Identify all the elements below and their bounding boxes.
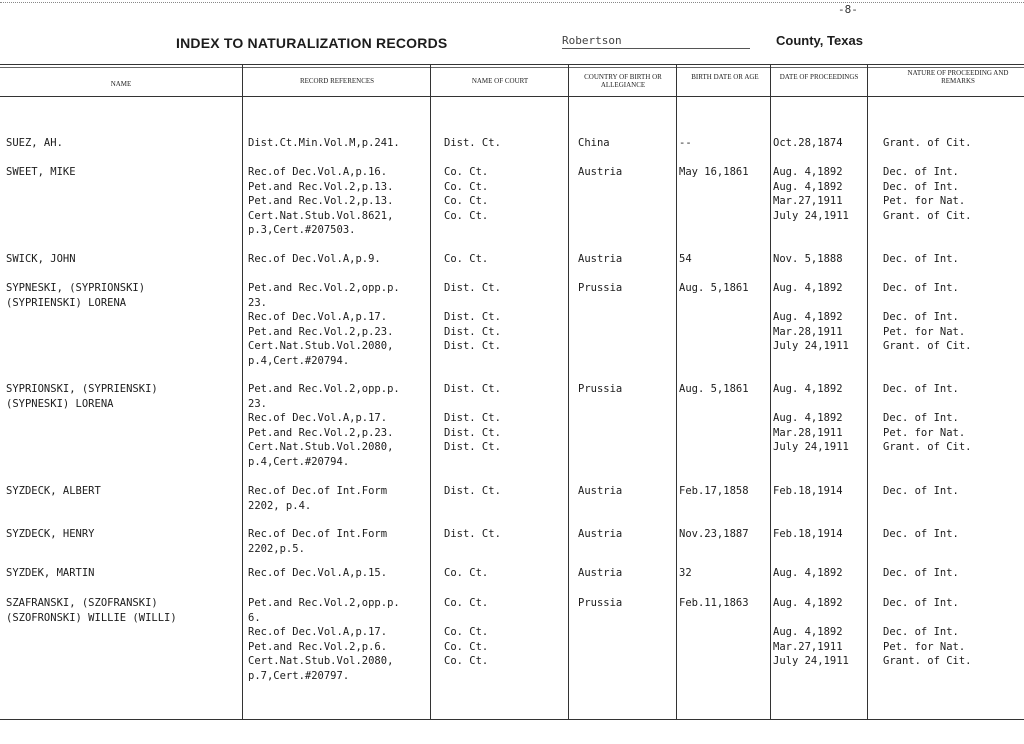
court-name-line: Co. Ct. — [444, 655, 489, 668]
proceeding-nature-line: Grant. of Cit. — [883, 137, 972, 149]
applicant-name-line: (SZOFRONSKI) WILLIE (WILLI) — [6, 611, 177, 624]
proceeding-date-line: Mar.28,1911 — [773, 426, 843, 439]
record-reference-line: 23. — [248, 296, 267, 309]
proceeding-nature-line — [883, 611, 972, 626]
record-reference-line: Rec.of Dec.Vol.A,p.17. — [248, 311, 388, 324]
court-name — [444, 382, 501, 455]
proceeding-date-line — [773, 296, 849, 311]
country-of-birth — [578, 252, 622, 267]
record-reference-line: Rec.of Dec.of Int.Form — [248, 528, 388, 540]
proceeding-nature-line: Grant. of Cit. — [883, 441, 972, 454]
proceeding-nature-line: Grant. of Cit. — [883, 655, 972, 668]
record-reference — [248, 596, 400, 684]
proceeding-nature — [883, 252, 959, 267]
record-reference — [248, 527, 387, 556]
court-name-line: Dist. Ct. — [444, 340, 501, 353]
record-reference-line: Pet.and Rec.Vol.2,opp.p. — [248, 383, 400, 395]
applicant-name — [6, 527, 95, 542]
proceeding-nature — [883, 484, 959, 499]
proceeding-nature-line: Dec. of Int. — [883, 383, 959, 395]
proceeding-date-line: Oct.28,1874 — [773, 137, 843, 149]
record-reference-line: Pet.and Rec.Vol.2,p.13. — [248, 195, 394, 208]
proceeding-date-line: Aug. 4,1892 — [773, 166, 843, 178]
country-of-birth — [578, 566, 622, 581]
proceeding-date-line: Nov. 5,1888 — [773, 253, 843, 265]
applicant-name-line: SYPRIONSKI, (SYPRIENSKI) — [6, 383, 158, 395]
applicant-name-line: SWICK, JOHN — [6, 253, 76, 265]
proceeding-nature-line: Dec. of Int. — [883, 282, 959, 294]
proceeding-date-line — [773, 611, 849, 626]
court-name-line: Dist. Ct. — [444, 441, 501, 454]
court-name-line: Dist. Ct. — [444, 311, 501, 324]
proceeding-date-line: Aug. 4,1892 — [773, 383, 843, 395]
proceeding-nature-line: Pet. for Nat. — [883, 195, 966, 208]
top-edge-line — [0, 2, 1024, 3]
birth-date-line: -- — [679, 137, 692, 149]
proceeding-date — [773, 382, 849, 455]
record-reference-line: p.3,Cert.#207503. — [248, 224, 356, 237]
proceeding-date — [773, 252, 843, 267]
column-header-court: NAME OF COURT — [471, 77, 529, 85]
proceeding-nature-line: Pet. for Nat. — [883, 640, 966, 653]
court-name-line — [444, 611, 488, 626]
proceeding-date-line: Aug. 4,1892 — [773, 412, 843, 425]
column-header-birth-date: BIRTH DATE OR AGE — [691, 73, 759, 81]
applicant-name — [6, 281, 145, 310]
record-reference — [248, 484, 387, 513]
proceeding-nature-line: Pet. for Nat. — [883, 426, 966, 439]
record-reference-line: Rec.of Dec.Vol.A,p.9. — [248, 253, 381, 265]
court-name — [444, 281, 501, 354]
column-divider — [242, 64, 243, 720]
record-reference-line: Cert.Nat.Stub.Vol.2080, — [248, 655, 394, 668]
record-reference-line: Cert.Nat.Stub.Vol.8621, — [248, 209, 394, 222]
header-bottom-rule — [0, 96, 1024, 97]
country-of-birth-line: Prussia — [578, 597, 623, 609]
proceeding-date-line: July 24,1911 — [773, 340, 849, 353]
record-reference-line: Pet.and Rec.Vol.2,opp.p. — [248, 282, 400, 294]
country-of-birth-line: Prussia — [578, 383, 623, 395]
proceeding-date — [773, 136, 843, 151]
birth-date — [679, 281, 749, 296]
court-name-line: Dist. Ct. — [444, 383, 501, 395]
record-reference-line: 2202, p.4. — [248, 499, 312, 512]
proceeding-nature-line: Dec. of Int. — [883, 528, 959, 540]
country-of-birth — [578, 136, 610, 151]
record-reference-line: Pet.and Rec.Vol.2,opp.p. — [248, 597, 400, 609]
proceeding-date-line: Aug. 4,1892 — [773, 597, 843, 609]
proceeding-nature — [883, 527, 959, 542]
court-name-line: Dist. Ct. — [444, 325, 501, 338]
court-name-line: Co. Ct. — [444, 180, 489, 193]
proceeding-nature — [883, 382, 972, 455]
proceeding-nature-line: Dec. of Int. — [883, 166, 959, 178]
record-reference-line: Rec.of Dec.Vol.A,p.17. — [248, 626, 388, 639]
column-divider — [770, 64, 771, 720]
record-reference-line: Rec.of Dec.Vol.A,p.15. — [248, 567, 388, 579]
applicant-name-line: (SYPNESKI) LORENA — [6, 397, 114, 410]
column-divider — [867, 64, 868, 720]
proceeding-date-line: Mar.28,1911 — [773, 325, 843, 338]
record-reference — [248, 252, 381, 267]
applicant-name — [6, 484, 101, 499]
applicant-name — [6, 136, 63, 151]
column-divider — [430, 64, 431, 720]
country-of-birth-line: Austria — [578, 166, 623, 178]
court-name-line — [444, 296, 501, 311]
record-reference-line: 6. — [248, 611, 261, 624]
record-reference-line: Pet.and Rec.Vol.2,p.13. — [248, 180, 394, 193]
applicant-name-line: (SYPRIENSKI) LORENA — [6, 296, 127, 309]
applicant-name-line: SUEZ, AH. — [6, 137, 63, 149]
column-header-nature-of-proceeding: NATURE OF PROCEEDING AND REMARKS — [907, 69, 1009, 85]
record-reference-line: 23. — [248, 397, 267, 410]
birth-date — [679, 165, 749, 180]
birth-date — [679, 484, 749, 499]
proceeding-nature — [883, 136, 972, 151]
applicant-name — [6, 252, 76, 267]
record-reference-line: Cert.Nat.Stub.Vol.2080, — [248, 441, 394, 454]
document-title: INDEX TO NATURALIZATION RECORDS — [176, 35, 448, 51]
applicant-name-line: SYPNESKI, (SYPRIONSKI) — [6, 282, 146, 294]
court-name — [444, 136, 501, 151]
country-of-birth-line: China — [578, 137, 610, 149]
proceeding-date-line: Feb.18,1914 — [773, 528, 843, 540]
record-reference-line: Dist.Ct.Min.Vol.M,p.241. — [248, 137, 400, 149]
proceeding-date — [773, 527, 843, 542]
record-reference — [248, 281, 400, 369]
proceeding-nature-line: Pet. for Nat. — [883, 325, 966, 338]
applicant-name — [6, 566, 95, 581]
court-name — [444, 596, 488, 669]
country-of-birth-line: Austria — [578, 567, 623, 579]
applicant-name-line: SYZDEK, MARTIN — [6, 567, 95, 579]
birth-date-line: Aug. 5,1861 — [679, 282, 749, 294]
court-name — [444, 252, 488, 267]
record-reference-line: p.4,Cert.#20794. — [248, 455, 350, 468]
birth-date — [679, 382, 749, 397]
proceeding-nature-line: Dec. of Int. — [883, 597, 959, 609]
country-of-birth-line: Austria — [578, 253, 623, 265]
proceeding-date-line: Aug. 4,1892 — [773, 626, 843, 639]
court-name — [444, 566, 488, 581]
proceeding-date-line: July 24,1911 — [773, 441, 849, 454]
proceeding-nature-line — [883, 397, 972, 412]
birth-date-line: Feb.11,1863 — [679, 597, 749, 609]
record-reference — [248, 136, 400, 151]
record-reference-line: Pet.and Rec.Vol.2,p.23. — [248, 426, 394, 439]
table-top-rule-inner — [0, 67, 1024, 68]
proceeding-date-line: July 24,1911 — [773, 209, 849, 222]
county-label: County, Texas — [776, 33, 863, 48]
proceeding-date — [773, 281, 849, 354]
court-name-line: Co. Ct. — [444, 166, 489, 178]
column-header-country: COUNTRY OF BIRTH OR ALLEGIANCE — [584, 73, 662, 89]
proceeding-date — [773, 566, 843, 581]
page-number: -8- — [838, 3, 858, 16]
proceeding-date-line: Mar.27,1911 — [773, 195, 843, 208]
applicant-name-line: SYZDECK, HENRY — [6, 528, 95, 540]
proceeding-date-line: Feb.18,1914 — [773, 485, 843, 497]
column-header-name: NAME — [110, 80, 132, 88]
court-name-line: Dist. Ct. — [444, 426, 501, 439]
proceeding-nature-line: Dec. of Int. — [883, 567, 959, 579]
applicant-name — [6, 596, 177, 625]
proceeding-nature — [883, 165, 972, 223]
birth-date-line: Nov.23,1887 — [679, 528, 749, 540]
proceeding-nature-line — [883, 296, 972, 311]
birth-date-line: Aug. 5,1861 — [679, 383, 749, 395]
proceeding-date-line: Aug. 4,1892 — [773, 311, 843, 324]
applicant-name — [6, 165, 76, 180]
birth-date — [679, 596, 749, 611]
column-divider — [676, 64, 677, 720]
proceeding-nature-line: Dec. of Int. — [883, 485, 959, 497]
record-reference-line: p.4,Cert.#20794. — [248, 354, 350, 367]
column-header-date-of-proceedings: DATE OF PROCEEDINGS — [779, 73, 859, 81]
birth-date — [679, 252, 692, 267]
applicant-name-line: SYZDECK, ALBERT — [6, 485, 101, 497]
country-of-birth — [578, 527, 622, 542]
court-name-line: Dist. Ct. — [444, 282, 501, 294]
proceeding-date-line — [773, 397, 849, 412]
court-name-line: Dist. Ct. — [444, 412, 501, 425]
table-top-rule — [0, 64, 1024, 65]
proceeding-nature-line: Dec. of Int. — [883, 412, 959, 425]
court-name-line: Co. Ct. — [444, 626, 489, 639]
birth-date-line: Feb.17,1858 — [679, 485, 749, 497]
birth-date — [679, 566, 692, 581]
county-name-field: Robertson — [562, 34, 750, 49]
proceeding-nature-line: Dec. of Int. — [883, 311, 959, 324]
table-bottom-rule — [0, 719, 1024, 720]
court-name — [444, 484, 501, 499]
applicant-name-line: SZAFRANSKI, (SZOFRANSKI) — [6, 597, 158, 609]
applicant-name-line: SWEET, MIKE — [6, 166, 76, 178]
court-name-line: Co. Ct. — [444, 640, 489, 653]
record-reference — [248, 382, 400, 470]
country-of-birth — [578, 382, 622, 397]
country-of-birth — [578, 596, 622, 611]
record-reference-line: Cert.Nat.Stub.Vol.2080, — [248, 340, 394, 353]
column-divider — [568, 64, 569, 720]
court-name-line: Dist. Ct. — [444, 528, 501, 540]
court-name-line: Co. Ct. — [444, 567, 489, 579]
court-name — [444, 165, 488, 223]
proceeding-nature-line: Dec. of Int. — [883, 626, 959, 639]
proceeding-nature-line: Grant. of Cit. — [883, 209, 972, 222]
birth-date — [679, 136, 692, 151]
proceeding-date-line: July 24,1911 — [773, 655, 849, 668]
proceeding-nature — [883, 596, 972, 669]
proceeding-nature-line: Dec. of Int. — [883, 180, 959, 193]
record-reference-line: Pet.and Rec.Vol.2,p.23. — [248, 325, 394, 338]
birth-date-line: 32 — [679, 567, 692, 579]
proceeding-date-line: Aug. 4,1892 — [773, 282, 843, 294]
proceeding-nature-line: Dec. of Int. — [883, 253, 959, 265]
record-reference-line: p.7,Cert.#20797. — [248, 669, 350, 682]
court-name — [444, 527, 501, 542]
country-of-birth — [578, 165, 622, 180]
country-of-birth-line: Austria — [578, 485, 623, 497]
record-reference — [248, 165, 393, 238]
proceeding-date-line: Aug. 4,1892 — [773, 180, 843, 193]
record-reference-line: Rec.of Dec.Vol.A,p.17. — [248, 412, 388, 425]
country-of-birth — [578, 281, 622, 296]
proceeding-nature — [883, 281, 972, 354]
court-name-line: Co. Ct. — [444, 209, 489, 222]
record-reference-line: Rec.of Dec.of Int.Form — [248, 485, 388, 497]
court-name-line: Dist. Ct. — [444, 485, 501, 497]
proceeding-date-line: Mar.27,1911 — [773, 640, 843, 653]
record-reference-line: Rec.of Dec.Vol.A,p.16. — [248, 166, 388, 178]
court-name-line: Co. Ct. — [444, 253, 489, 265]
proceeding-date — [773, 484, 843, 499]
birth-date-line: May 16,1861 — [679, 166, 749, 178]
birth-date — [679, 527, 749, 542]
proceeding-date — [773, 596, 849, 669]
court-name-line: Co. Ct. — [444, 597, 489, 609]
court-name-line: Co. Ct. — [444, 195, 489, 208]
proceeding-date — [773, 165, 849, 223]
record-reference — [248, 566, 387, 581]
country-of-birth-line: Prussia — [578, 282, 623, 294]
proceeding-date-line: Aug. 4,1892 — [773, 567, 843, 579]
applicant-name — [6, 382, 158, 411]
court-name-line: Dist. Ct. — [444, 137, 501, 149]
column-header-record-references: RECORD REFERENCES — [299, 77, 375, 85]
country-of-birth — [578, 484, 622, 499]
country-of-birth-line: Austria — [578, 528, 623, 540]
proceeding-nature-line: Grant. of Cit. — [883, 340, 972, 353]
proceeding-nature — [883, 566, 959, 581]
birth-date-line: 54 — [679, 253, 692, 265]
record-reference-line: 2202,p.5. — [248, 542, 305, 555]
record-reference-line: Pet.and Rec.Vol.2,p.6. — [248, 640, 388, 653]
court-name-line — [444, 397, 501, 412]
